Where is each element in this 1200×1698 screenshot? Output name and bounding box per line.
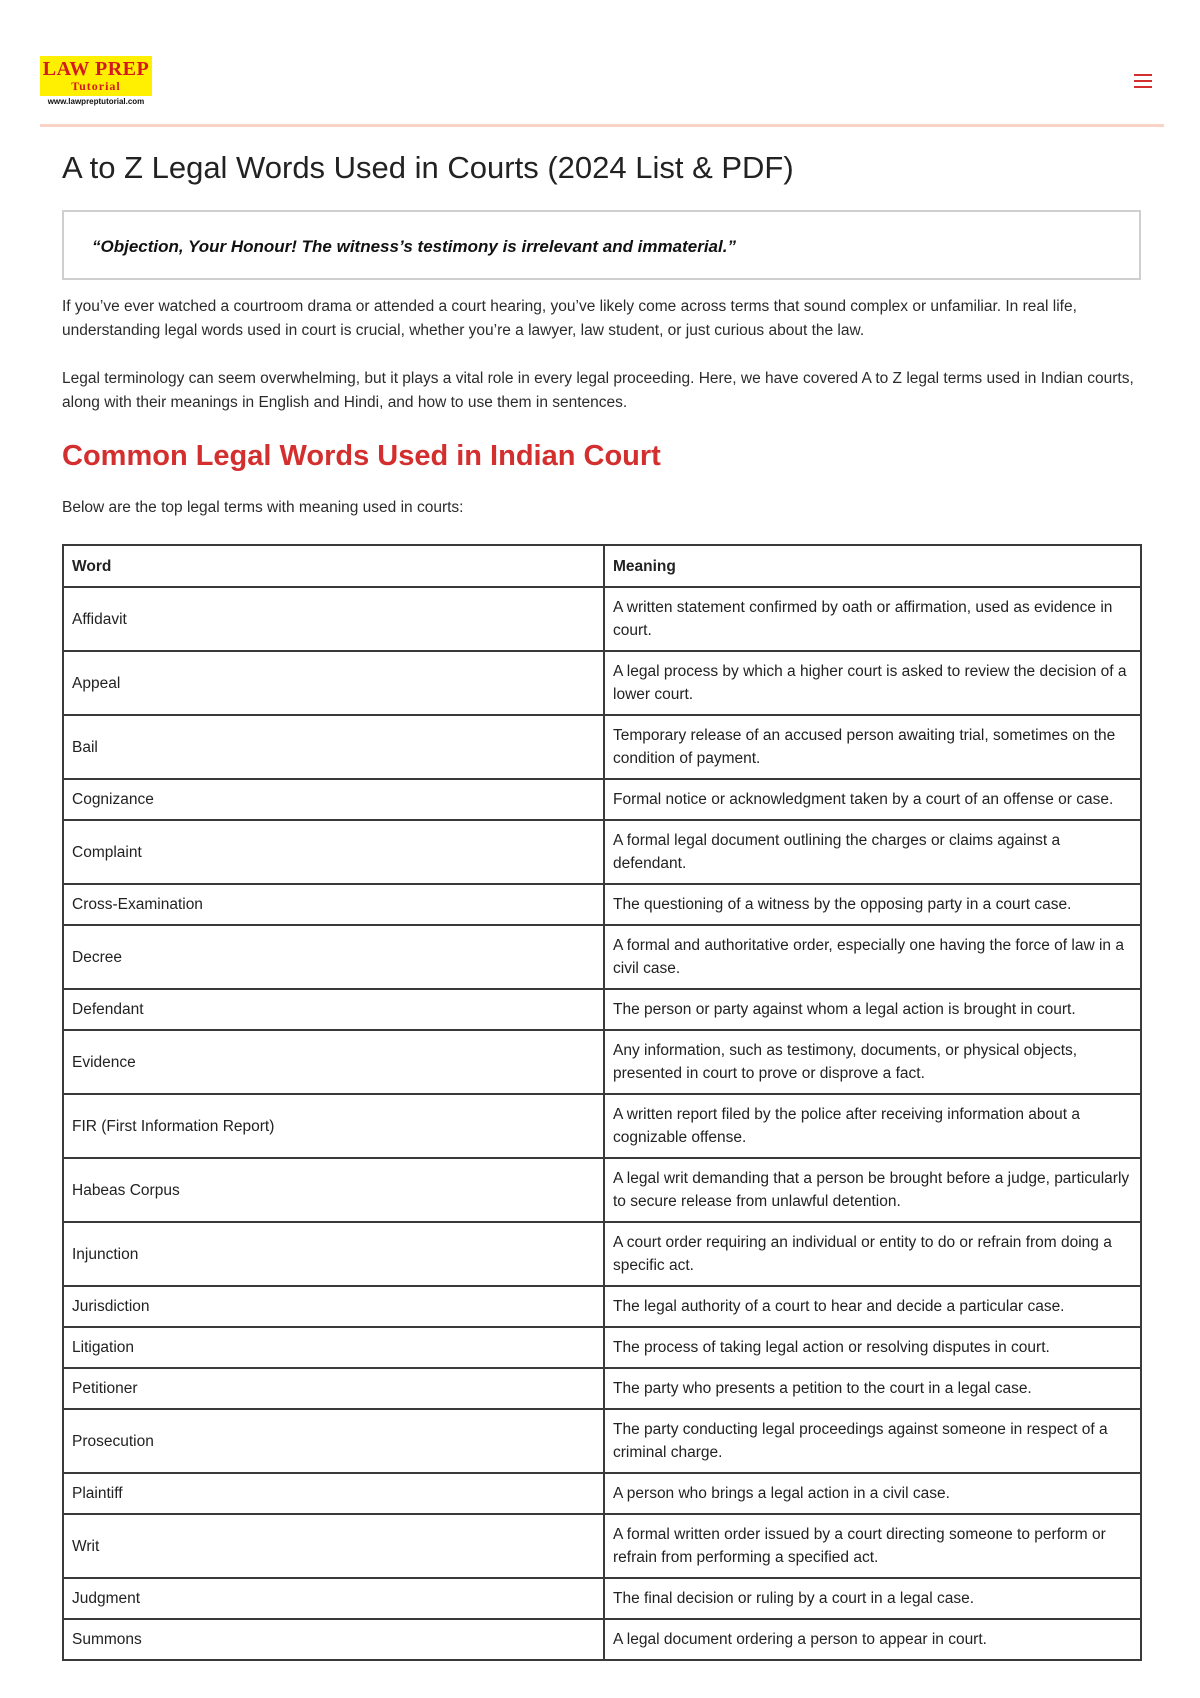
term-meaning: A written statement confirmed by oath or affirmation, used as evidence in court. xyxy=(604,587,1141,651)
table-row xyxy=(63,1514,1141,1578)
header-meaning: Meaning xyxy=(604,545,1141,587)
table-row xyxy=(63,779,1141,820)
term-word: Cross-Examination xyxy=(63,884,604,925)
term-word: Litigation xyxy=(63,1327,604,1368)
menu-bar xyxy=(1134,80,1152,82)
term-meaning: A court order requiring an individual or entity to do or refrain from doing a specific act. xyxy=(604,1222,1141,1286)
term-meaning: The legal authority of a court to hear and decide a particular case. xyxy=(604,1286,1141,1327)
term-word: Prosecution xyxy=(63,1409,604,1473)
logo-sub-text: Tutorial xyxy=(71,79,121,93)
term-word: FIR (First Information Report) xyxy=(63,1094,604,1158)
table-row xyxy=(63,651,1141,715)
term-meaning: A legal writ demanding that a person be brought before a judge, particularly to secure release from unlawful detention. xyxy=(604,1158,1141,1222)
hamburger-menu-icon[interactable] xyxy=(1134,74,1152,88)
table-row xyxy=(63,820,1141,884)
term-word: Habeas Corpus xyxy=(63,1158,604,1222)
table-row xyxy=(63,884,1141,925)
term-word: Plaintiff xyxy=(63,1473,604,1514)
logo-badge xyxy=(40,56,152,96)
site-header xyxy=(40,50,1164,127)
term-meaning: The person or party against whom a legal action is brought in court. xyxy=(604,989,1141,1030)
table-row xyxy=(63,925,1141,989)
term-meaning: The party who presents a petition to the court in a legal case. xyxy=(604,1368,1141,1409)
term-meaning: A written report filed by the police after receiving information about a cognizable offense. xyxy=(604,1094,1141,1158)
term-meaning: A legal process by which a higher court is asked to review the decision of a lower court. xyxy=(604,651,1141,715)
page-title: A to Z Legal Words Used in Courts (2024 List & PDF) xyxy=(62,150,794,185)
term-meaning: The final decision or ruling by a court in a legal case. xyxy=(604,1578,1141,1619)
blockquote xyxy=(62,210,1141,280)
table-row xyxy=(63,1368,1141,1409)
table-row xyxy=(63,1409,1141,1473)
legal-terms-table xyxy=(62,544,1142,1661)
term-word: Petitioner xyxy=(63,1368,604,1409)
table-header-row xyxy=(63,545,1141,587)
menu-bar xyxy=(1134,74,1152,76)
site-logo[interactable] xyxy=(40,56,152,108)
table-row xyxy=(63,989,1141,1030)
term-word: Cognizance xyxy=(63,779,604,820)
term-meaning: The party conducting legal proceedings against someone in respect of a criminal charge. xyxy=(604,1409,1141,1473)
term-meaning: A formal written order issued by a court directing someone to perform or refrain from performing a specified act. xyxy=(604,1514,1141,1578)
term-meaning: A formal legal document outlining the charges or claims against a defendant. xyxy=(604,820,1141,884)
table-row xyxy=(63,1578,1141,1619)
logo-url: www.lawpreptutorial.com xyxy=(47,97,145,106)
term-word: Writ xyxy=(63,1514,604,1578)
term-meaning: Formal notice or acknowledgment taken by a court of an offense or case. xyxy=(604,779,1141,820)
term-meaning: Any information, such as testimony, documents, or physical objects, presented in court to prove or disprove a fact. xyxy=(604,1030,1141,1094)
term-word: Defendant xyxy=(63,989,604,1030)
term-meaning: The process of taking legal action or resolving disputes in court. xyxy=(604,1327,1141,1368)
term-word: Judgment xyxy=(63,1578,604,1619)
term-meaning: The questioning of a witness by the opposing party in a court case. xyxy=(604,884,1141,925)
table-row xyxy=(63,1094,1141,1158)
table-row xyxy=(63,1158,1141,1222)
term-meaning: A formal and authoritative order, especially one having the force of law in a civil case. xyxy=(604,925,1141,989)
term-word: Evidence xyxy=(63,1030,604,1094)
term-meaning: A person who brings a legal action in a civil case. xyxy=(604,1473,1141,1514)
table-row xyxy=(63,587,1141,651)
term-word: Decree xyxy=(63,925,604,989)
table-row xyxy=(63,715,1141,779)
term-meaning: Temporary release of an accused person awaiting trial, sometimes on the condition of payment. xyxy=(604,715,1141,779)
table-intro: Below are the top legal terms with meaning used in courts: xyxy=(62,499,464,516)
term-word: Injunction xyxy=(63,1222,604,1286)
intro-paragraph-1: If you’ve ever watched a courtroom drama or attended a court hearing, you’ve likely come across terms that sound complex or unfamiliar. In real life, understanding legal words used in court is crucial, whether you’re a lawyer, law student, or just curious about the law. xyxy=(62,298,1077,339)
term-word: Appeal xyxy=(63,651,604,715)
term-word: Affidavit xyxy=(63,587,604,651)
term-word: Complaint xyxy=(63,820,604,884)
term-meaning: A legal document ordering a person to appear in court. xyxy=(604,1619,1141,1660)
table-row xyxy=(63,1030,1141,1094)
table-row xyxy=(63,1473,1141,1514)
quote-text: “Objection, Your Honour! The witness’s testimony is irrelevant and immaterial.” xyxy=(92,237,736,256)
term-word: Jurisdiction xyxy=(63,1286,604,1327)
table-row xyxy=(63,1222,1141,1286)
intro-paragraph-2: Legal terminology can seem overwhelming, but it plays a vital role in every legal proceeding. Here, we have covered A to Z legal terms used in Indian courts, along with their meanings in English and Hindi, and how to use them in sentences. xyxy=(62,370,1134,411)
table-row xyxy=(63,1619,1141,1660)
table-row xyxy=(63,1286,1141,1327)
term-word: Summons xyxy=(63,1619,604,1660)
section-heading: Common Legal Words Used in Indian Court xyxy=(62,440,661,472)
menu-bar xyxy=(1134,86,1152,88)
header-word: Word xyxy=(63,545,604,587)
table-row xyxy=(63,1327,1141,1368)
logo-main-text: LAW PREP xyxy=(42,58,150,80)
term-word: Bail xyxy=(63,715,604,779)
